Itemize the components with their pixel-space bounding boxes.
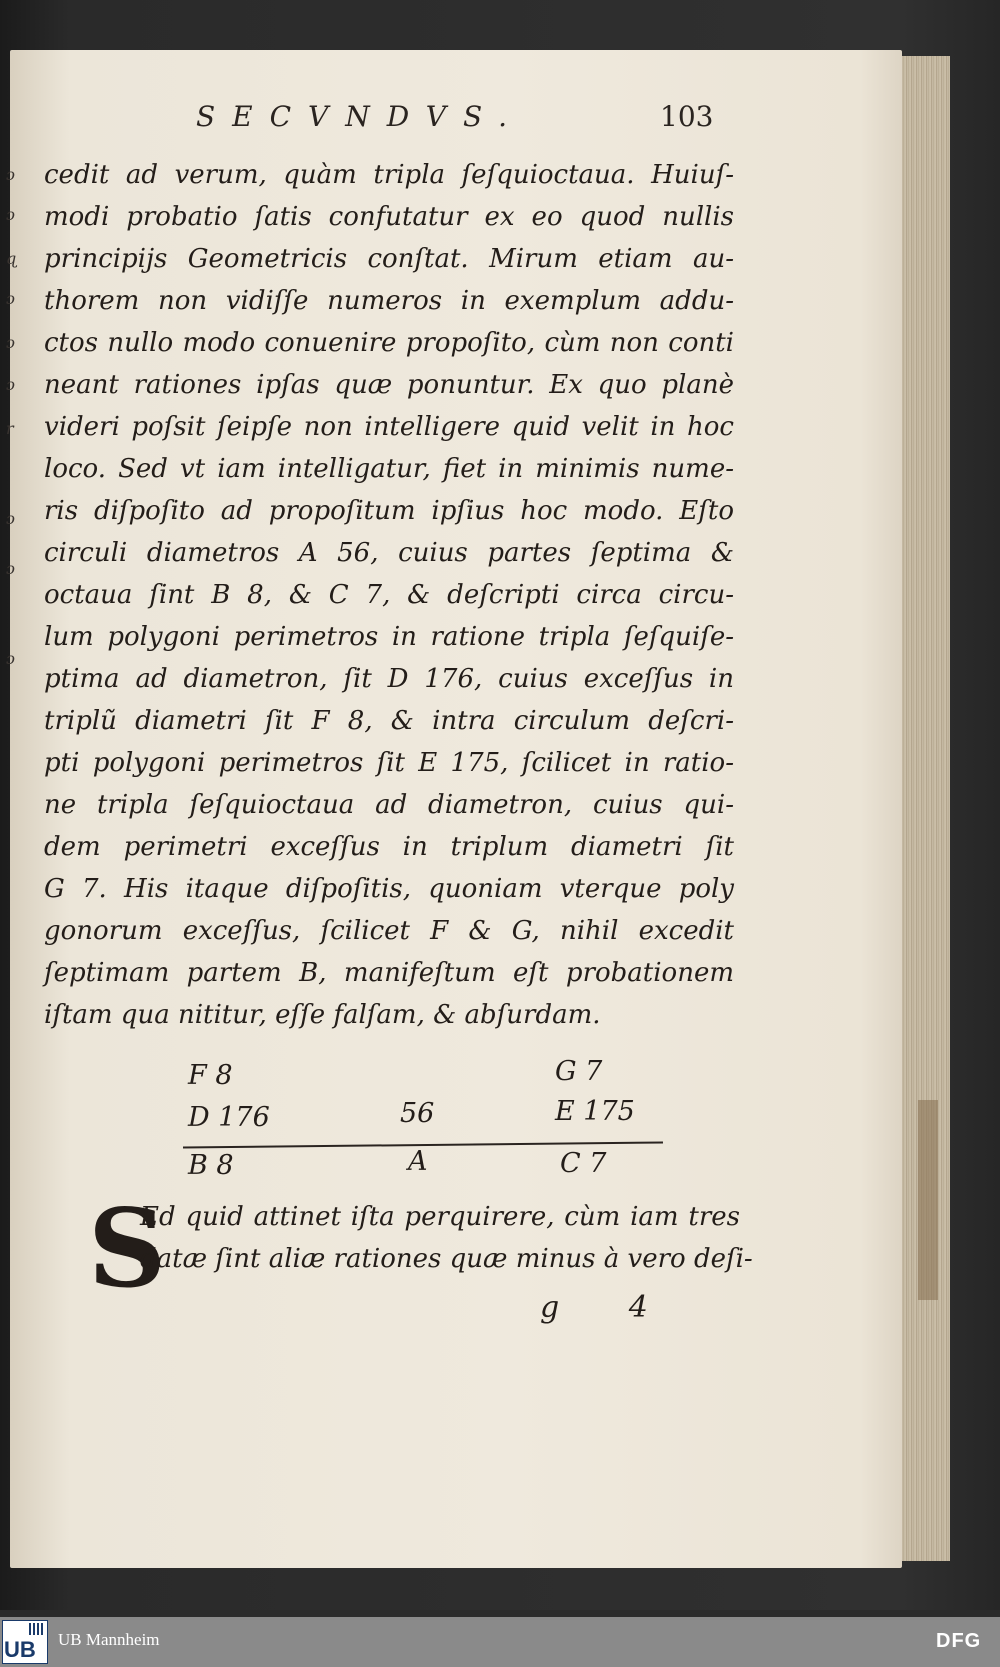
library-label[interactable]: UB Mannheim <box>58 1630 160 1649</box>
text-line: ris diſpoſito ad propoſitum ipſius hoc modo. Eſto <box>44 496 734 526</box>
signature-mark: g 4 <box>540 1290 678 1325</box>
margin-mark: ɔ <box>6 289 15 308</box>
margin-mark: r <box>6 419 14 438</box>
text-line: principijs Geometricis conſtat. Mirum etiam au- <box>44 244 734 274</box>
text-after-diagram <box>140 1196 753 1280</box>
text-line: pti polygoni perimetros ſit E 175, ſcilicet in ratio- <box>44 748 734 778</box>
text-line: loco. Sed vt iam intelligatur, fiet in minimis nume- <box>44 454 734 484</box>
text-line: G 7. His itaque diſpoſitis, quoniam vterque poly <box>44 874 734 904</box>
text-line: ctos nullo modo conuenire propoſito, cùm non conti <box>44 328 734 358</box>
diagram-label-g: G 7 <box>555 1056 603 1087</box>
text-line: octaua ſint B 8, & C 7, & deſcripti circa circu- <box>44 580 734 610</box>
ub-mannheim-logo[interactable] <box>2 1620 48 1664</box>
text-line: triplũ diametri ſit F 8, & intra circulum deſcri- <box>44 706 734 736</box>
margin-mark: ɔ <box>6 375 15 394</box>
text-line: cedit ad verum, quàm tripla ſeſquioctaua. Huiuſ- <box>44 160 734 190</box>
dfg-logo[interactable]: DFG <box>936 1630 982 1652</box>
text-line: dem perimetri exceſſus in triplum diametri ſit <box>44 832 734 862</box>
margin-mark: ɋ <box>6 249 17 268</box>
diagram-label-f: F 8 <box>188 1060 233 1091</box>
text-line: videri poſsit ſeipſe non intelligere quid velit in hoc <box>44 412 734 442</box>
text-line: ſeptimam partem B, manifeſtum eſt probationem <box>44 958 734 988</box>
margin-mark: ɔ <box>6 649 15 668</box>
text-body <box>44 154 734 1036</box>
text-line: gonorum exceſſus, ſcilicet F & G, nihil excedit <box>44 916 734 946</box>
text-line: iſtam qua nititur, eſſe falſam, & abſurdam. <box>44 1000 601 1030</box>
diagram-label-c: C 7 <box>560 1148 607 1179</box>
margin-mark: ɔ <box>6 559 15 578</box>
diagram-label-a: A <box>408 1146 428 1177</box>
margin-mark: ɔ <box>6 165 15 184</box>
diagram-label-b: B 8 <box>188 1150 234 1181</box>
text-line: neant rationes ipſas quæ ponuntur. Ex quo planè <box>44 370 734 400</box>
diagram-label-d: D 176 <box>188 1102 270 1133</box>
margin-mark: ɔ <box>6 205 15 224</box>
page-number: 103 <box>660 100 714 133</box>
text-line: lum polygoni perimetros in ratione tripla ſeſquiſe- <box>44 622 734 652</box>
text-line: modi probatio ſatis confutatur ex eo quod nullis <box>44 202 734 232</box>
number-diagram <box>180 1056 680 1190</box>
diagram-label-e: E 175 <box>555 1096 635 1127</box>
page-edge <box>902 56 950 1561</box>
margin-mark: ɔ <box>6 333 15 352</box>
text-line: thorem non vidiſſe numeros in exemplum addu- <box>44 286 734 316</box>
text-line: Ed quid attinet iſta perquirere, cùm iam tres <box>140 1202 740 1232</box>
diagram-label-mid: 56 <box>400 1098 435 1129</box>
text-line: ptima ad diametron, ſit D 176, cuius exceſſus in <box>44 664 734 694</box>
margin-mark: ɔ <box>6 509 15 528</box>
text-line: ne tripla ſeſquioctaua ad diametron, cuius qui- <box>44 790 734 820</box>
text-line: datæ ſint aliæ rationes quæ minus à vero deſi- <box>140 1244 753 1274</box>
page-edge-shadow <box>918 1100 938 1300</box>
running-head: SECVNDVS. <box>196 100 525 133</box>
text-line: circuli diametros A 56, cuius partes ſeptima & <box>44 538 734 568</box>
logo-grid-icon <box>29 1623 45 1635</box>
logo-text: UB <box>4 1637 36 1662</box>
drop-cap: S <box>88 1186 166 1312</box>
